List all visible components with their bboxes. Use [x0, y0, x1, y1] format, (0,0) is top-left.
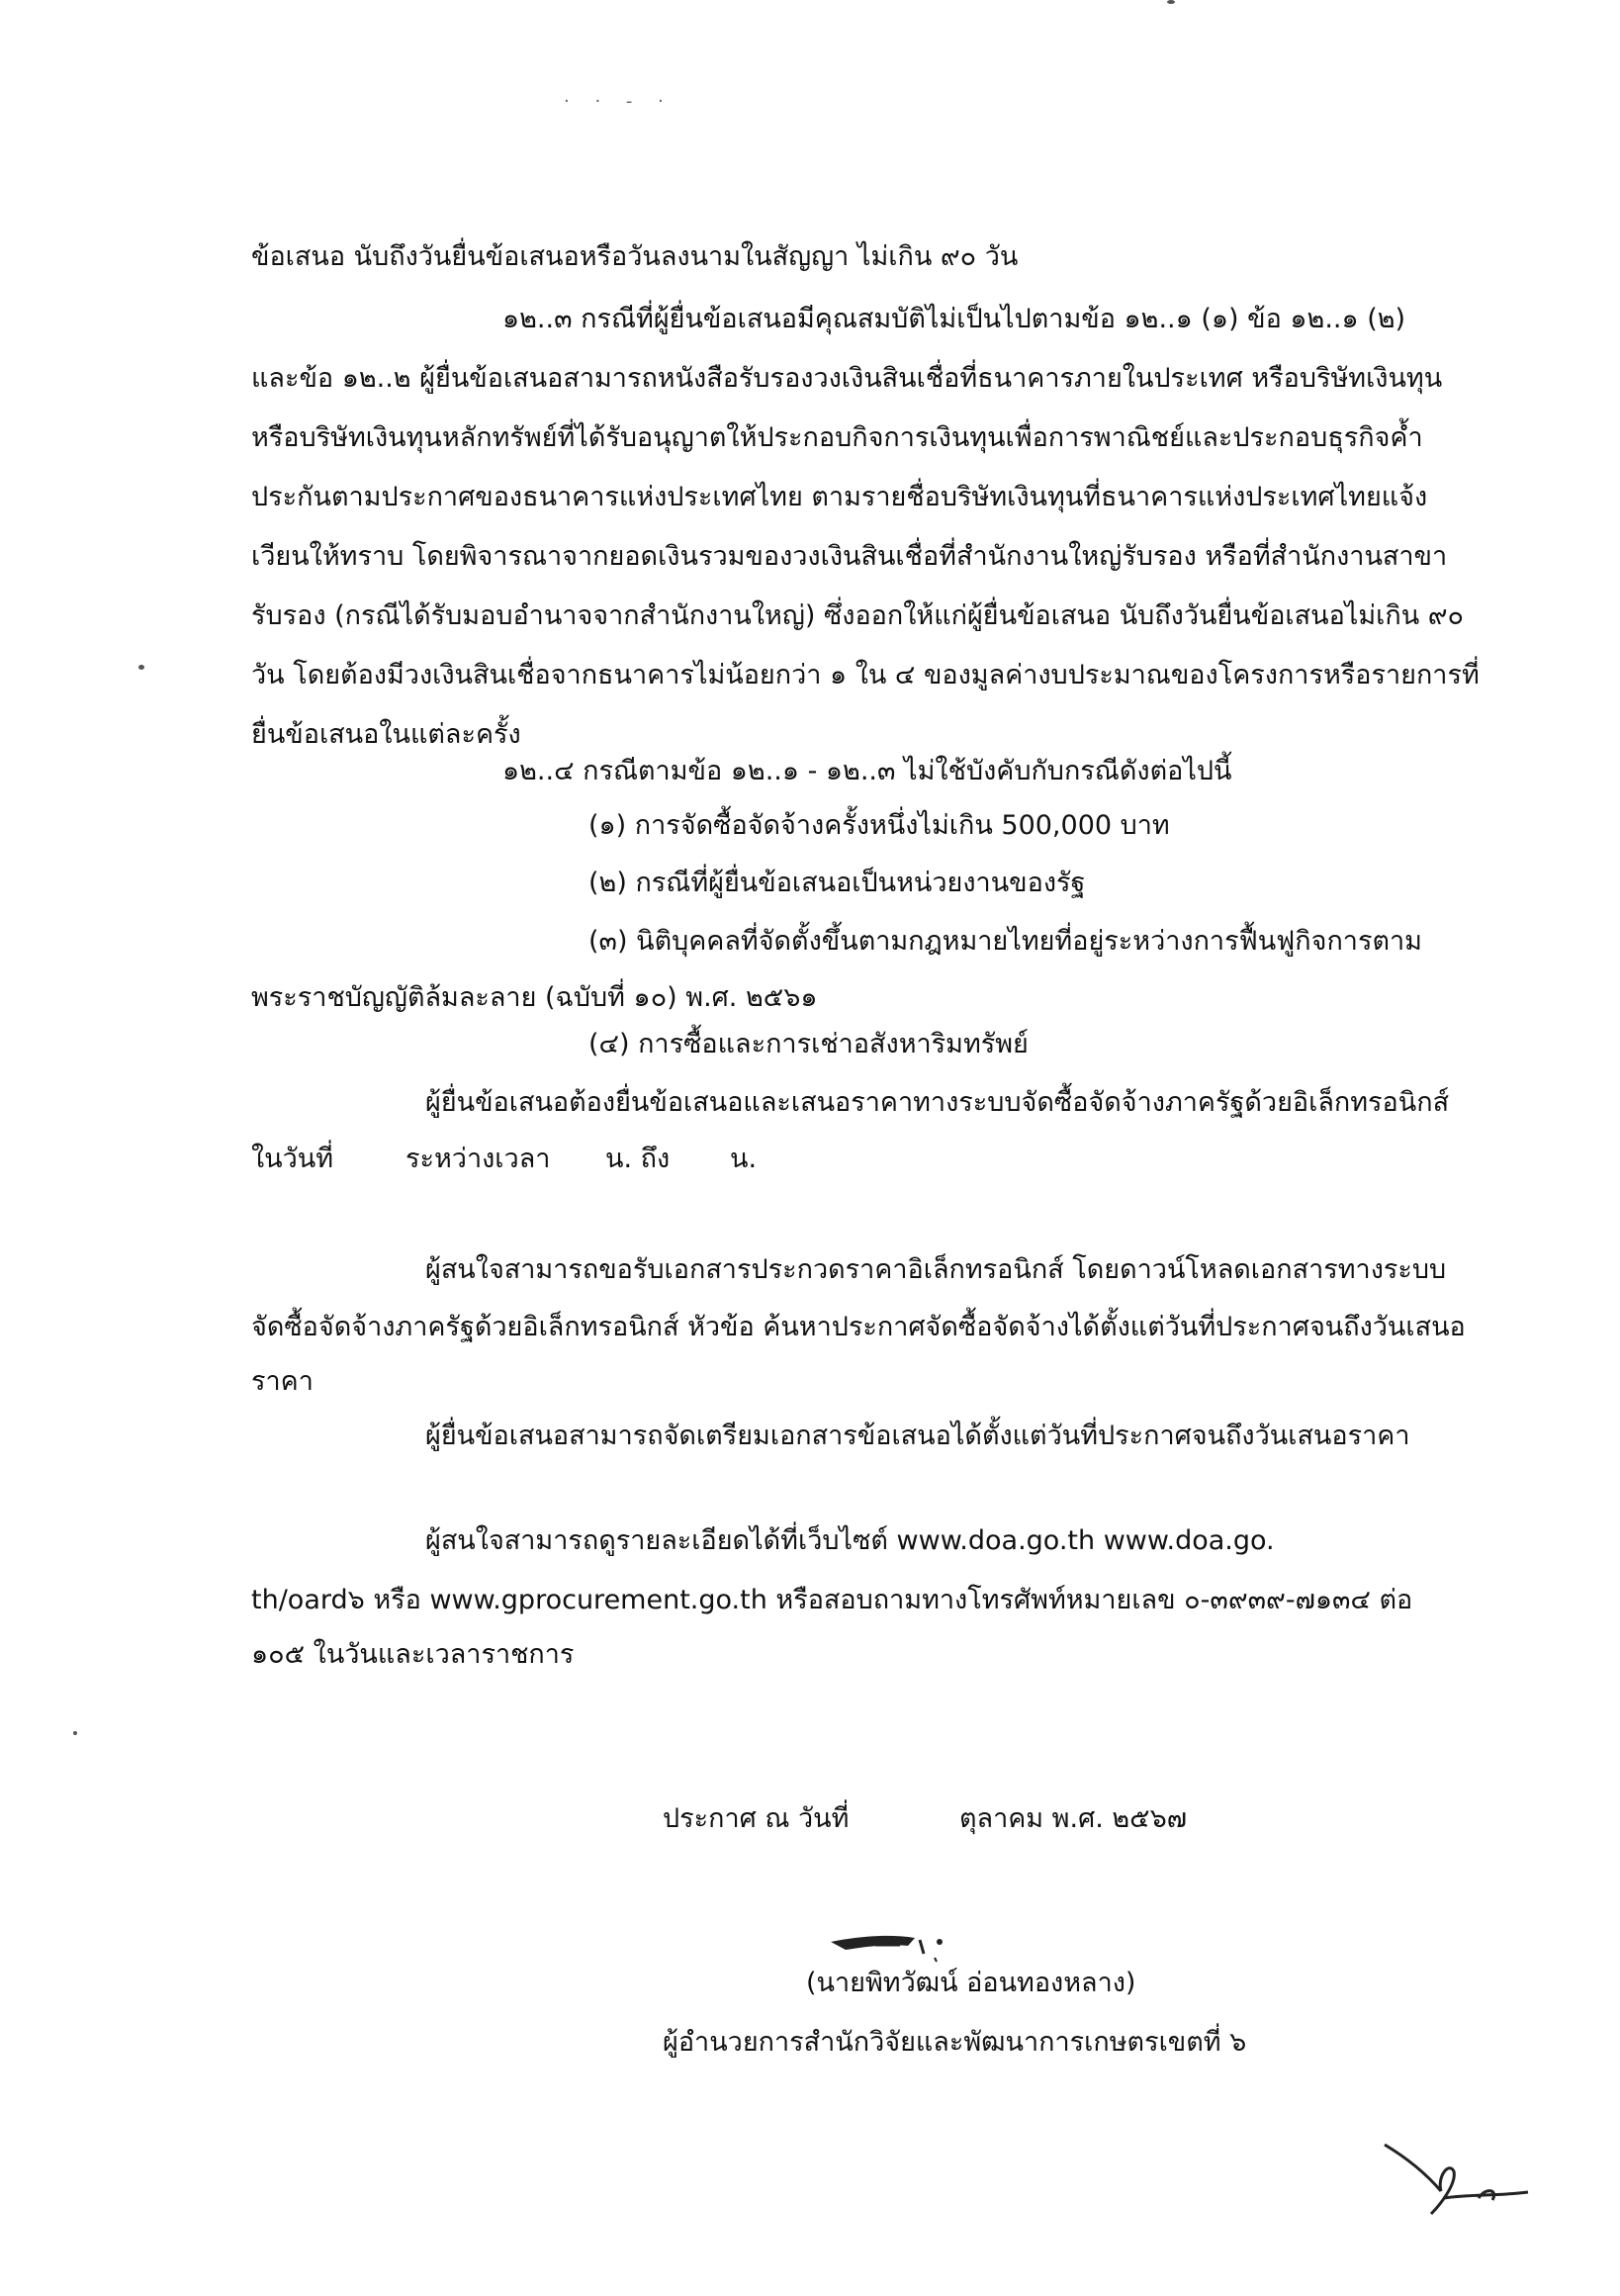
signer-title: ผู้อำนวยการสำนักวิจัยและพัฒนาการเกษตรเขตที่ ๖ [663, 2027, 1247, 2058]
scan-speck [1167, 0, 1175, 4]
clause-12-3-line-1: ๑๒..๓ กรณีที่ผู้ยื่นข้อเสนอมีคุณสมบัติไม่เป็นไปตามข้อ ๑๒..๑ (๑) ข้อ ๑๒..๑ (๒) [502, 304, 1406, 334]
initials-mark [1380, 2137, 1538, 2226]
contact-line-3: ๑๐๕ ในวันและเวลาราชการ [251, 1639, 575, 1670]
clause-12-3-line-8: ยื่นข้อเสนอในแต่ละครั้ง [251, 719, 521, 750]
announce-label: ประกาศ ณ วันที่ [663, 1803, 850, 1834]
submission-date-label: ในวันที่ [251, 1144, 334, 1174]
signer-name: (นายพิทวัฒน์ อ่อนทองหลาง) [806, 1968, 1136, 1998]
document-request-line-2: จัดซื้อจัดจ้างภาครัฐด้วยอิเล็กทรอนิกส์ หัวข้อ ค้นหาประกาศจัดซื้อจัดจ้างได้ตั้งแต่วันที่ประกาศจนถึงวันเสนอ [251, 1312, 1466, 1342]
submission-time-from-label: น. ถึง [605, 1144, 671, 1174]
exception-item-2: (๒) กรณีที่ผู้ยื่นข้อเสนอเป็นหน่วยงานของรัฐ [588, 868, 1086, 898]
contact-line-1: ผู้สนใจสามารถดูรายละเอียดได้ที่เว็บไซต์ www.doa.go.th www.doa.go. [425, 1525, 1275, 1556]
clause-12-3-line-6: รับรอง (กรณีได้รับมอบอำนาจจากสำนักงานใหญ่) ซึ่งออกให้แก่ผู้ยื่นข้อเสนอ นับถึงวันยื่นข้อเสนอไม่เกิน ๙๐ [251, 600, 1465, 631]
exception-item-1: (๑) การจัดซื้อจัดจ้างครั้งหนึ่งไม่เกิน 500,000 บาท [588, 810, 1170, 841]
clause-12-3-line-2: และข้อ ๑๒..๒ ผู้ยื่นข้อเสนอสามารถหนังสือรับรองวงเงินสินเชื่อที่ธนาคารภายในประเทศ หรือบริษัทเงินทุน [251, 363, 1443, 394]
document-request-line-3: ราคา [251, 1366, 314, 1397]
clause-12-3-line-4: ประกันตามประกาศของธนาคารแห่งประเทศไทย ตามรายชื่อบริษัทเงินทุนที่ธนาคารแห่งประเทศไทยแจ้ง [251, 482, 1428, 512]
clause-12-4: ๑๒..๔ กรณีตามข้อ ๑๒..๑ - ๑๒..๓ ไม่ใช้บังคับกับกรณีดังต่อไปนี้ [502, 756, 1232, 786]
scan-speck [73, 1731, 77, 1735]
contact-line-2: th/oard๖ หรือ www.gprocurement.go.th หรือสอบถามทางโทรศัพท์หมายเลข ๐-๓๙๓๙-๗๑๓๔ ต่อ [251, 1585, 1413, 1615]
exception-item-3-continuation: พระราชบัญญัติล้มละลาย (ฉบับที่ ๑๐) พ.ศ. ๒๕๖๑ [251, 982, 818, 1013]
submission-instruction: ผู้ยื่นข้อเสนอต้องยื่นข้อเสนอและเสนอราคาทางระบบจัดซื้อจัดจ้างภาครัฐด้วยอิเล็กทรอนิกส์ [425, 1087, 1450, 1118]
clause-12-3-line-5: เวียนให้ทราบ โดยพิจารณาจากยอดเงินรวมของวงเงินสินเชื่อที่สำนักงานใหญ่รับรอง หรือที่สำนักงานสาขา [251, 541, 1448, 572]
exception-item-4: (๔) การซื้อและการเช่าอสังหาริมทรัพย์ [588, 1029, 1029, 1059]
document-request-line-1: ผู้สนใจสามารถขอรับเอกสารประกวดราคาอิเล็กทรอนิกส์ โดยดาวน์โหลดเอกสารทางระบบ [425, 1254, 1447, 1285]
paragraph-continuation: ข้อเสนอ นับถึงวันยื่นข้อเสนอหรือวันลงนามในสัญญา ไม่เกิน ๙๐ วัน [251, 241, 1019, 272]
document-preparation: ผู้ยื่นข้อเสนอสามารถจัดเตรียมเอกสารข้อเสนอได้ตั้งแต่วันที่ประกาศจนถึงวันเสนอราคา [425, 1421, 1410, 1451]
exception-item-3: (๓) นิติบุคคลที่จัดตั้งขึ้นตามกฎหมายไทยที่อยู่ระหว่างการฟื้นฟูกิจการตาม [588, 926, 1422, 957]
announce-date: ตุลาคม พ.ศ. ๒๕๖๗ [959, 1803, 1188, 1834]
submission-time-to-label: น. [730, 1144, 758, 1174]
clause-12-3-line-7: วัน โดยต้องมีวงเงินสินเชื่อจากธนาคารไม่น้อยกว่า ๑ ใน ๔ ของมูลค่างบประมาณของโครงการหรือรายการที่ [251, 660, 1480, 690]
scan-speck-marks: · · - · [564, 91, 674, 112]
scan-speck [138, 665, 144, 670]
clause-12-3-line-3: หรือบริษัทเงินทุนหลักทรัพย์ที่ได้รับอนุญาตให้ประกอบกิจการเงินทุนเพื่อการพาณิชย์และประกอบธุรกิจค้ำ [251, 422, 1423, 453]
submission-time-label: ระหว่างเวลา [405, 1144, 551, 1174]
